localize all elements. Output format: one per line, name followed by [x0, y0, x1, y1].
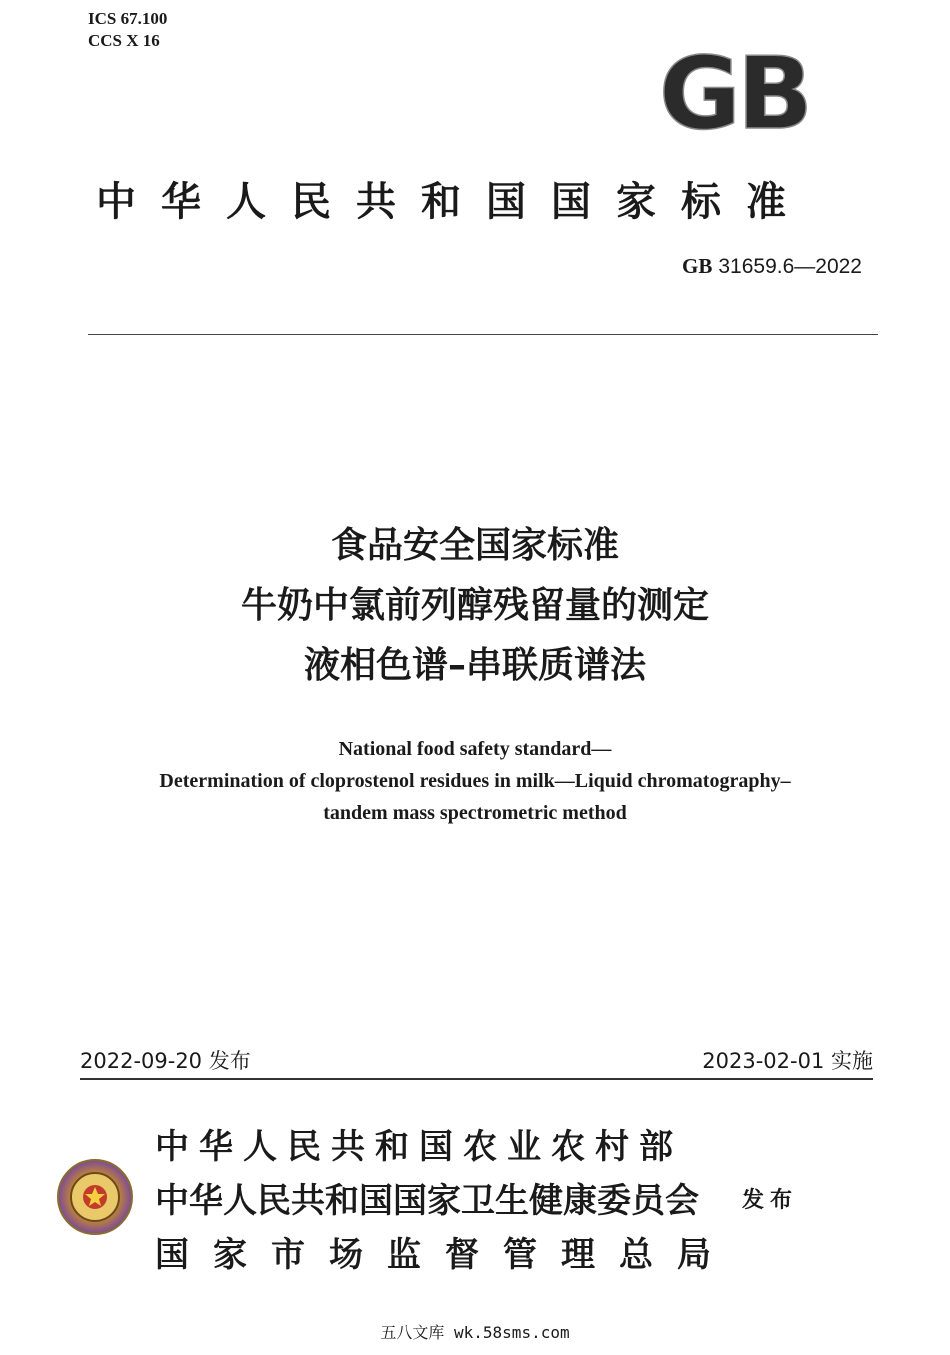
standard-number-value: 31659.6—2022: [718, 255, 862, 278]
standard-prefix: GB: [682, 254, 713, 278]
english-title: [0, 733, 950, 829]
chinese-title-line: 液相色谱–串联质谱法: [303, 645, 646, 686]
ics-code: ICS 67.100: [88, 9, 168, 28]
chinese-title-line: 牛奶中氯前列醇残留量的测定: [240, 585, 709, 626]
gb-logo: [638, 40, 830, 140]
issuer-line: 中华人民共和国国家卫生健康委员会: [155, 1181, 699, 1221]
issuer-line: 中华人民共和国农业农村部: [155, 1127, 683, 1167]
issue-date: 2022-09-20 发布: [80, 1049, 251, 1073]
chinese-title: [0, 516, 950, 696]
country-standard-heading: 中华人民共和国国家标准: [96, 179, 811, 225]
site-watermark: 五八文库 wk.58sms.com: [380, 1323, 570, 1342]
publish-label: 发布: [742, 1188, 799, 1213]
chinese-title-line: 食品安全国家标准: [330, 525, 619, 566]
issuer-line: 国家市场监督管理总局: [155, 1235, 735, 1275]
english-title-line: Determination of cloprostenol residues in milk—Liquid chromatography–: [159, 770, 791, 792]
ccs-code: CCS X 16: [88, 31, 160, 50]
issuing-authorities: [155, 1120, 735, 1282]
gb-logo-text: GB: [658, 40, 810, 140]
dates-divider: [80, 1078, 873, 1080]
english-title-line: National food safety standard—: [338, 738, 612, 760]
classification-codes: [88, 8, 167, 52]
header-divider: [88, 334, 878, 335]
implementation-date: 2023-02-01 实施: [702, 1049, 873, 1073]
english-title-line: tandem mass spectrometric method: [323, 802, 627, 824]
national-emblem-icon: [56, 1158, 134, 1236]
standard-number: [682, 254, 862, 279]
